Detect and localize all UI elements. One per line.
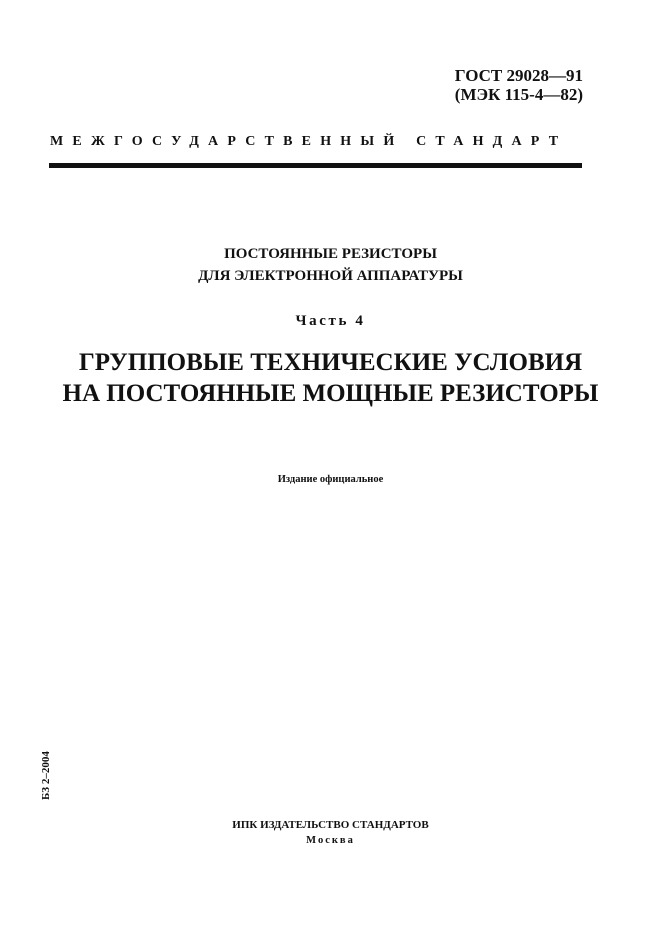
general-title bbox=[0, 243, 661, 287]
header-rule bbox=[49, 163, 582, 168]
standard-designation bbox=[455, 66, 583, 104]
part-label: Часть 4 bbox=[295, 313, 366, 329]
standard-number: ГОСТ 29028—91 bbox=[454, 66, 583, 85]
publisher bbox=[0, 818, 661, 848]
publisher-name: ИПК ИЗДАТЕЛЬСТВО СТАНДАРТОВ bbox=[232, 819, 429, 831]
main-title-line-1: ГРУППОВЫЕ ТЕХНИЧЕСКИЕ УСЛОВИЯ bbox=[78, 349, 583, 376]
iec-reference: (МЭК 115-4—82) bbox=[454, 85, 583, 104]
main-title bbox=[0, 347, 661, 409]
publisher-city: Москва bbox=[306, 835, 355, 846]
general-title-line-2: ДЛЯ ЭЛЕКТРОННОЙ АППАРАТУРЫ bbox=[198, 268, 463, 284]
general-title-line-1: ПОСТОЯННЫЕ РЕЗИСТОРЫ bbox=[224, 246, 437, 262]
edition-label: Издание официальное bbox=[277, 474, 384, 485]
side-code: БЗ 2–2004 bbox=[40, 751, 52, 800]
main-title-line-2: НА ПОСТОЯННЫЕ МОЩНЫЕ РЕЗИСТОРЫ bbox=[62, 380, 599, 407]
interstate-standard-label: МЕЖГОСУДАРСТВЕННЫЙ СТАНДАРТ bbox=[50, 134, 568, 149]
